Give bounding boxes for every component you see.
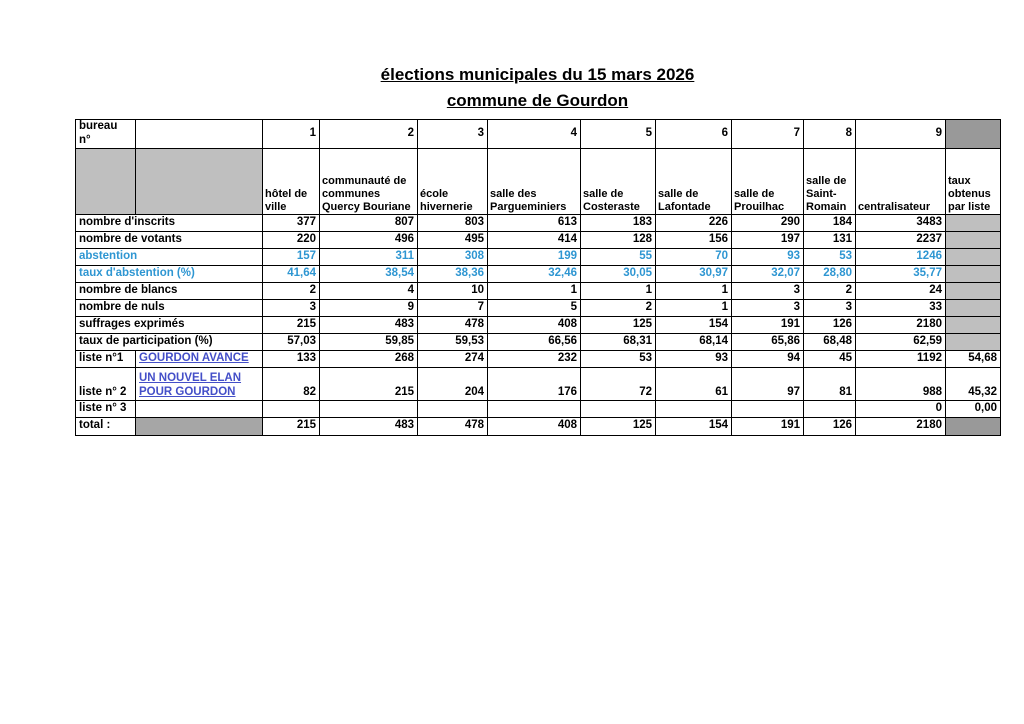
list-vote-cell — [804, 400, 856, 417]
stat-value-cell: 38,54 — [320, 265, 418, 282]
station-header-row — [76, 148, 1001, 214]
shaded-cell — [946, 282, 1001, 299]
stat-value-cell: 156 — [656, 231, 732, 248]
page-title: élections municipales du 15 mars 2026 — [380, 65, 695, 84]
list-vote-cell — [732, 400, 804, 417]
list-vote-cell — [656, 400, 732, 417]
shaded-cell — [946, 265, 1001, 282]
stat-value-cell: 93 — [732, 248, 804, 265]
stat-value-cell: 5 — [488, 299, 581, 316]
stat-row — [76, 282, 1001, 299]
list-vote-cell: 94 — [732, 350, 804, 367]
stat-value-cell: 38,36 — [418, 265, 488, 282]
shaded-cell — [946, 316, 1001, 333]
total-value-cell: 408 — [488, 417, 581, 435]
stat-value-cell: 9 — [320, 299, 418, 316]
stat-row-label: abstention — [76, 248, 263, 265]
shaded-cell — [136, 417, 263, 435]
stat-value-cell: 807 — [320, 214, 418, 231]
list-vote-cell: 215 — [320, 367, 418, 400]
station-header-cell: hôtel de ville — [263, 148, 320, 214]
bureau-number-cell: 2 — [320, 120, 418, 149]
list-vote-cell: 133 — [263, 350, 320, 367]
station-header-cell: salle de Prouilhac — [732, 148, 804, 214]
total-value-cell: 125 — [581, 417, 656, 435]
stat-row — [76, 214, 1001, 231]
list-vote-cell: 82 — [263, 367, 320, 400]
stat-value-cell: 32,07 — [732, 265, 804, 282]
bureau-number-cell: 5 — [581, 120, 656, 149]
stat-row — [76, 265, 1001, 282]
list-vote-cell: 53 — [581, 350, 656, 367]
stat-value-cell: 28,80 — [804, 265, 856, 282]
stat-value-cell: 1 — [656, 299, 732, 316]
stat-value-cell: 1 — [656, 282, 732, 299]
list-row — [76, 350, 1001, 367]
list-name-cell — [136, 350, 263, 367]
stat-value-cell: 10 — [418, 282, 488, 299]
list-name-cell — [136, 400, 263, 417]
stat-value-cell: 226 — [656, 214, 732, 231]
list-vote-cell — [320, 400, 418, 417]
stat-value-cell: 41,64 — [263, 265, 320, 282]
stat-value-cell: 24 — [856, 282, 946, 299]
stat-value-cell: 478 — [418, 316, 488, 333]
list-name-cell — [136, 367, 263, 400]
total-value-cell: 126 — [804, 417, 856, 435]
total-row — [76, 417, 1001, 435]
stat-row — [76, 231, 1001, 248]
stat-value-cell: 30,05 — [581, 265, 656, 282]
bureau-number-cell: 3 — [418, 120, 488, 149]
station-header-cell: salle de Lafontade — [656, 148, 732, 214]
stat-value-cell: 7 — [418, 299, 488, 316]
stat-value-cell: 33 — [856, 299, 946, 316]
total-row-label: total : — [76, 417, 136, 435]
list-vote-cell: 97 — [732, 367, 804, 400]
stat-value-cell: 68,31 — [581, 333, 656, 350]
list-vote-cell: 0 — [856, 400, 946, 417]
list-vote-cell: 268 — [320, 350, 418, 367]
page-subtitle: commune de Gourdon — [446, 91, 629, 110]
list-share-cell: 45,32 — [946, 367, 1001, 400]
stat-row — [76, 248, 1001, 265]
stat-value-cell: 68,14 — [656, 333, 732, 350]
stat-value-cell: 197 — [732, 231, 804, 248]
results-table — [75, 119, 1001, 436]
list-vote-cell: 93 — [656, 350, 732, 367]
corner-shaded-cell — [946, 120, 1001, 149]
list-vote-cell: 204 — [418, 367, 488, 400]
stat-value-cell: 311 — [320, 248, 418, 265]
shaded-cell — [946, 333, 1001, 350]
stat-row-label: nombre d'inscrits — [76, 214, 263, 231]
stat-value-cell: 3483 — [856, 214, 946, 231]
list-vote-cell: 176 — [488, 367, 581, 400]
bureau-number-cell: 6 — [656, 120, 732, 149]
stat-row — [76, 299, 1001, 316]
title-block — [75, 62, 1000, 114]
stat-row-label: suffrages exprimés — [76, 316, 263, 333]
stat-value-cell: 70 — [656, 248, 732, 265]
total-value-cell: 2180 — [856, 417, 946, 435]
stat-value-cell: 66,56 — [488, 333, 581, 350]
stat-value-cell: 65,86 — [732, 333, 804, 350]
shaded-cell — [946, 231, 1001, 248]
stat-value-cell: 2237 — [856, 231, 946, 248]
stat-value-cell: 2 — [263, 282, 320, 299]
bureau-label-cell: bureau n° — [76, 120, 136, 149]
stat-row — [76, 316, 1001, 333]
bureau-number-cell: 9 — [856, 120, 946, 149]
list-row-label: liste n° 3 — [76, 400, 136, 417]
stat-value-cell: 125 — [581, 316, 656, 333]
stat-value-cell: 1 — [488, 282, 581, 299]
shaded-cell — [946, 248, 1001, 265]
list-vote-cell: 81 — [804, 367, 856, 400]
shaded-cell — [946, 214, 1001, 231]
list-vote-cell: 988 — [856, 367, 946, 400]
list-vote-cell: 72 — [581, 367, 656, 400]
bureau-number-cell: 7 — [732, 120, 804, 149]
stat-value-cell: 68,48 — [804, 333, 856, 350]
stat-value-cell: 154 — [656, 316, 732, 333]
stat-value-cell: 3 — [263, 299, 320, 316]
stat-value-cell: 35,77 — [856, 265, 946, 282]
stat-value-cell: 126 — [804, 316, 856, 333]
stat-value-cell: 3 — [732, 282, 804, 299]
stat-value-cell: 220 — [263, 231, 320, 248]
empty-cell — [136, 120, 263, 149]
list-2-link[interactable]: UN NOUVEL ELAN POUR GOURDON — [139, 372, 242, 398]
list-vote-cell: 232 — [488, 350, 581, 367]
stat-row — [76, 333, 1001, 350]
stat-value-cell: 191 — [732, 316, 804, 333]
stat-row-label: taux de participation (%) — [76, 333, 263, 350]
bureau-number-cell: 8 — [804, 120, 856, 149]
stat-value-cell: 32,46 — [488, 265, 581, 282]
stat-value-cell: 3 — [804, 299, 856, 316]
share-column-header-cell: taux obtenus par liste — [946, 148, 1001, 214]
corner-shaded-cell — [946, 417, 1001, 435]
list-row-label: liste n°1 — [76, 350, 136, 367]
stat-value-cell: 128 — [581, 231, 656, 248]
stat-value-cell: 1 — [581, 282, 656, 299]
shaded-header-cell — [136, 148, 263, 214]
stat-value-cell: 483 — [320, 316, 418, 333]
station-header-cell: communauté de communes Quercy Bouriane — [320, 148, 418, 214]
total-value-cell: 215 — [263, 417, 320, 435]
stat-value-cell: 157 — [263, 248, 320, 265]
list-vote-cell: 274 — [418, 350, 488, 367]
list-share-cell: 54,68 — [946, 350, 1001, 367]
stat-value-cell: 803 — [418, 214, 488, 231]
stat-value-cell: 55 — [581, 248, 656, 265]
list-vote-cell — [488, 400, 581, 417]
stat-value-cell: 496 — [320, 231, 418, 248]
stat-value-cell: 377 — [263, 214, 320, 231]
stat-value-cell: 1246 — [856, 248, 946, 265]
list-1-link[interactable]: GOURDON AVANCE — [139, 351, 249, 364]
bureau-number-cell: 1 — [263, 120, 320, 149]
stat-value-cell: 30,97 — [656, 265, 732, 282]
stat-row-label: nombre de nuls — [76, 299, 263, 316]
list-share-cell: 0,00 — [946, 400, 1001, 417]
stat-value-cell: 2 — [581, 299, 656, 316]
list-vote-cell: 61 — [656, 367, 732, 400]
station-header-cell: école hivernerie — [418, 148, 488, 214]
stat-value-cell: 414 — [488, 231, 581, 248]
list-vote-cell: 45 — [804, 350, 856, 367]
stat-value-cell: 2180 — [856, 316, 946, 333]
stat-value-cell: 59,85 — [320, 333, 418, 350]
shaded-cell — [946, 299, 1001, 316]
stat-value-cell: 290 — [732, 214, 804, 231]
list-row — [76, 367, 1001, 400]
stat-value-cell: 57,03 — [263, 333, 320, 350]
shaded-header-cell — [76, 148, 136, 214]
stat-value-cell: 4 — [320, 282, 418, 299]
bureau-number-row — [76, 120, 1001, 149]
station-header-cell: salle de Saint-Romain — [804, 148, 856, 214]
station-header-cell: salle des Pargueminiers — [488, 148, 581, 214]
stat-value-cell: 408 — [488, 316, 581, 333]
list-row-label: liste n° 2 — [76, 367, 136, 400]
total-value-cell: 154 — [656, 417, 732, 435]
stat-value-cell: 183 — [581, 214, 656, 231]
list-vote-cell — [581, 400, 656, 417]
total-value-cell: 483 — [320, 417, 418, 435]
total-value-cell: 478 — [418, 417, 488, 435]
list-vote-cell — [263, 400, 320, 417]
stat-value-cell: 59,53 — [418, 333, 488, 350]
stat-value-cell: 53 — [804, 248, 856, 265]
stat-row-label: nombre de votants — [76, 231, 263, 248]
list-vote-cell — [418, 400, 488, 417]
bureau-number-cell: 4 — [488, 120, 581, 149]
stat-value-cell: 495 — [418, 231, 488, 248]
stat-value-cell: 308 — [418, 248, 488, 265]
total-value-cell: 191 — [732, 417, 804, 435]
station-header-cell: salle de Costeraste — [581, 148, 656, 214]
stat-value-cell: 199 — [488, 248, 581, 265]
stat-value-cell: 184 — [804, 214, 856, 231]
station-header-cell-centralisateur: centralisateur — [856, 148, 946, 214]
stat-value-cell: 131 — [804, 231, 856, 248]
stat-row-label: nombre de blancs — [76, 282, 263, 299]
stat-row-label: taux d'abstention (%) — [76, 265, 263, 282]
stat-value-cell: 215 — [263, 316, 320, 333]
list-vote-cell: 1192 — [856, 350, 946, 367]
stat-value-cell: 62,59 — [856, 333, 946, 350]
stat-value-cell: 3 — [732, 299, 804, 316]
stat-value-cell: 2 — [804, 282, 856, 299]
stat-value-cell: 613 — [488, 214, 581, 231]
list-row — [76, 400, 1001, 417]
